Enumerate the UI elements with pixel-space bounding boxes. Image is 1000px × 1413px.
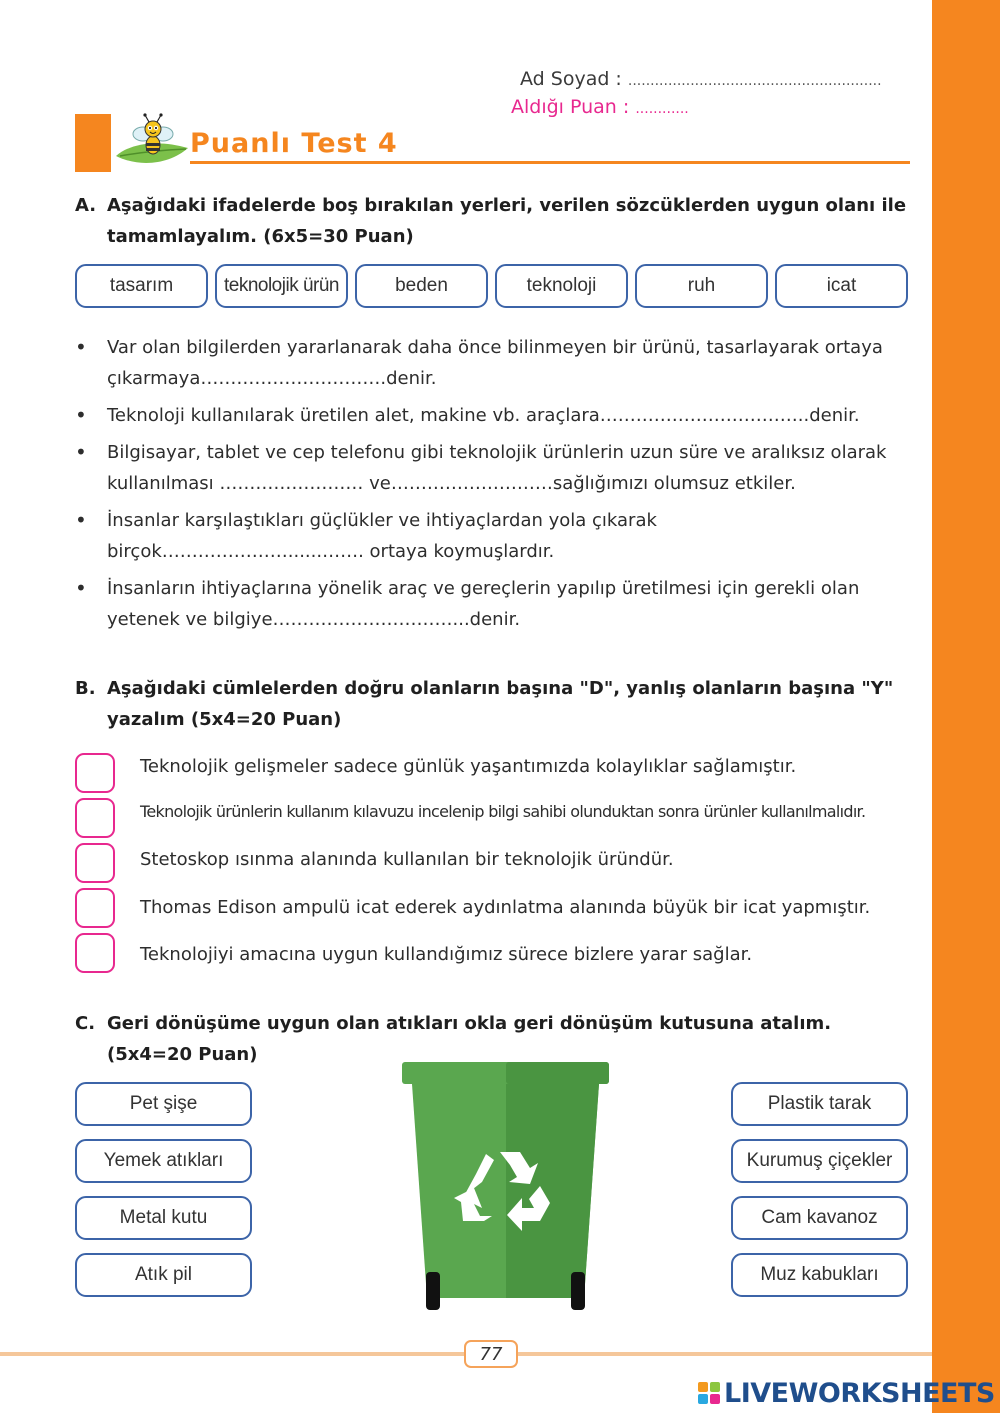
page-number: 77 — [464, 1340, 518, 1368]
sentence-item — [75, 573, 915, 635]
word-box[interactable]: ruh — [635, 264, 768, 308]
sentence-item — [75, 332, 915, 394]
title-underline — [190, 161, 910, 164]
sentence-text[interactable]: Bilgisayar, tablet ve cep telefonu gibi teknolojik ürünlerin uzun süre ve aralıksız olarak kullanılması …………………… ve………………………sağlığımızı olumsuz etkiler. — [107, 442, 887, 494]
statement-text: Stetoskop ısınma alanında kullanılan bir teknolojik üründür. — [140, 849, 674, 870]
true-false-answer-box[interactable] — [75, 753, 115, 793]
word-box[interactable]: teknolojik ürün — [215, 264, 348, 308]
name-label: Ad Soyad : — [520, 68, 622, 90]
waste-item-left[interactable]: Pet şişe — [75, 1082, 252, 1126]
recycling-bin-icon[interactable] — [398, 1060, 613, 1315]
section-b-instruction — [75, 673, 915, 735]
bullet-icon: • — [75, 508, 87, 532]
section-c-text: Geri dönüşüme uygun olan atıkları okla geri dönüşüm kutusuna atalım. (5x4=20 Puan) — [107, 1013, 832, 1065]
section-b-text: Aşağıdaki cümlelerden doğru olanların başına "D", yanlış olanların başına "Y" yazalım (5x4=20 Puan) — [107, 678, 894, 730]
bullet-icon: • — [75, 576, 87, 600]
bullet-icon: • — [75, 440, 87, 464]
waste-item-right[interactable]: Muz kabukları — [731, 1253, 908, 1297]
true-false-answer-box[interactable] — [75, 798, 115, 838]
section-a-letter: A. — [75, 195, 97, 216]
statement-text: Thomas Edison ampulü icat ederek aydınlatma alanında büyük bir icat yapmıştır. — [140, 897, 871, 918]
sentence-text[interactable]: İnsanlar karşılaştıkları güçlükler ve ihtiyaçlardan yola çıkarak birçok…………………......……. ortaya koymuşlardır. — [107, 510, 657, 562]
bee-on-leaf-icon — [114, 112, 190, 174]
page-side-bar — [932, 0, 1000, 1413]
true-false-answer-box[interactable] — [75, 843, 115, 883]
score-field[interactable]: ............ — [635, 101, 689, 117]
fill-in-sentences — [75, 332, 915, 641]
title-accent-block — [75, 114, 111, 172]
true-false-answer-box[interactable] — [75, 888, 115, 928]
section-a-text: Aşağıdaki ifadelerde boş bırakılan yerleri, verilen sözcüklerden uygun olanı ile tamamlayalım. (6x5=30 Puan) — [107, 195, 907, 247]
score-row — [511, 94, 882, 122]
waste-item-left[interactable]: Atık pil — [75, 1253, 252, 1297]
student-info — [511, 66, 882, 122]
sentence-item — [75, 437, 915, 499]
word-box[interactable]: icat — [775, 264, 908, 308]
word-box[interactable]: tasarım — [75, 264, 208, 308]
statement-text: Teknolojik gelişmeler sadece günlük yaşantımızda kolaylıklar sağlamıştır. — [140, 756, 797, 777]
liveworksheets-logo — [698, 1378, 995, 1408]
statement-text: Teknolojik ürünlerin kullanım kılavuzu incelenip bilgi sahibi olunduktan sonra ürünler kullanılmalıdır. — [140, 802, 866, 821]
bullet-icon: • — [75, 403, 87, 427]
sentence-text[interactable]: İnsanların ihtiyaçlarına yönelik araç ve gereçlerin yapılıp üretilmesi için gerekli olan yetenek ve bilgiye…………………………...denir. — [107, 578, 860, 630]
sentence-text[interactable]: Var olan bilgilerden yararlanarak daha önce bilinmeyen bir ürünü, tasarlayarak ortaya çıkarmaya………………………….denir. — [107, 337, 883, 389]
waste-item-right[interactable]: Plastik tarak — [731, 1082, 908, 1126]
waste-item-left[interactable]: Yemek atıkları — [75, 1139, 252, 1183]
waste-item-left[interactable]: Metal kutu — [75, 1196, 252, 1240]
sentence-text[interactable]: Teknoloji kullanılarak üretilen alet, makine vb. araçlara……………………………..denir. — [107, 405, 860, 426]
section-b-letter: B. — [75, 678, 96, 699]
liveworksheets-wordmark: LIVEWORKSHEETS — [724, 1377, 995, 1409]
sentence-item — [75, 505, 915, 567]
word-box[interactable]: beden — [355, 264, 488, 308]
true-false-answer-box[interactable] — [75, 933, 115, 973]
waste-item-right[interactable]: Kurumuş çiçekler — [731, 1139, 908, 1183]
sentence-item — [75, 400, 915, 431]
liveworksheets-mark-icon — [698, 1382, 720, 1404]
section-c-letter: C. — [75, 1013, 96, 1034]
name-row — [520, 66, 882, 94]
section-a-instruction — [75, 190, 915, 252]
test-title: Puanlı Test 4 — [190, 128, 398, 159]
waste-item-right[interactable]: Cam kavanoz — [731, 1196, 908, 1240]
bullet-icon: • — [75, 335, 87, 359]
name-field[interactable]: ......................................................... — [627, 73, 882, 89]
statement-text: Teknolojiyi amacına uygun kullandığımız sürece bizlere yarar sağlar. — [140, 944, 753, 965]
score-label: Aldığı Puan : — [511, 96, 630, 118]
word-box[interactable]: teknoloji — [495, 264, 628, 308]
